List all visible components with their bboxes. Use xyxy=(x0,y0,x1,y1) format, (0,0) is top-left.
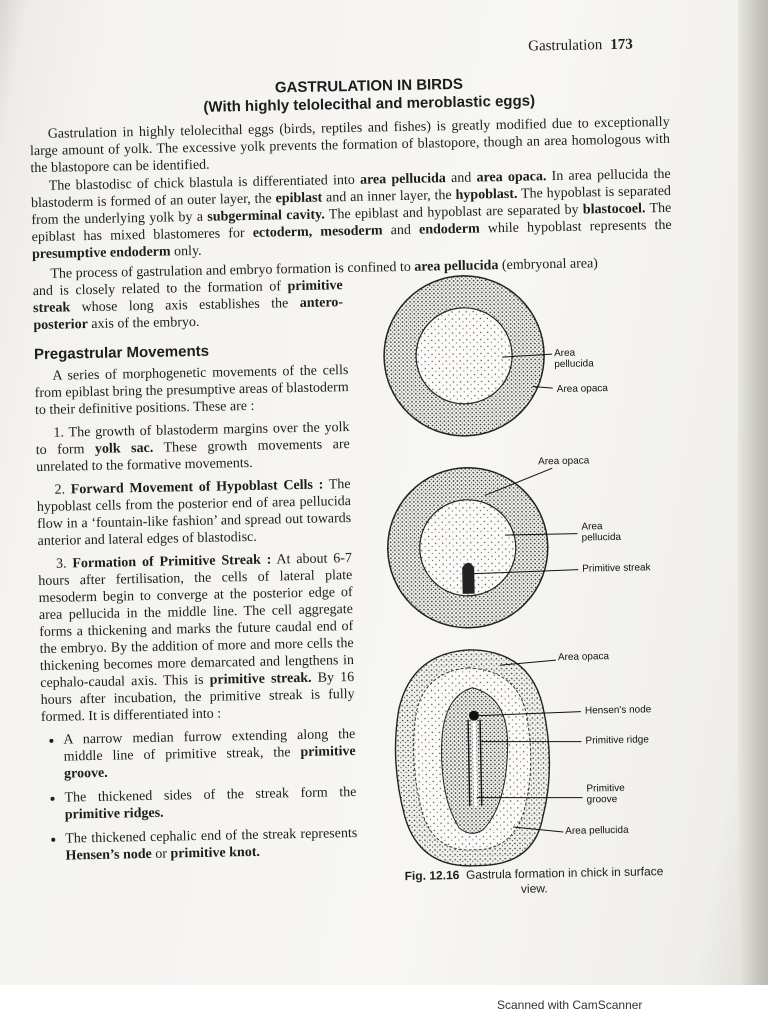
diagram-3 xyxy=(394,648,584,868)
label-area-pellucida-2: Area pellucida xyxy=(581,521,622,544)
section-intro: A series of morphogenetic movements of the cells from epiblast bring the presumptive areas of blastoderm to their definitive positions. These are : xyxy=(34,363,349,419)
intro-paragraph: Gastrulation in highly telolecithal eggs (birds, reptiles and fishes) is greatly modified due to exceptionally large amount of yolk. The excessive yolk prevents the formation of blastopore, though an area homologous with the blastopore can be identified. xyxy=(29,114,671,177)
process-paragraph-continued: and is closely related to the formation of primitive streak whose long axis establishes the antero-posterior axis of the embryo. xyxy=(32,278,344,334)
label-hensens-node: Hensen's node xyxy=(584,704,652,717)
page-edge xyxy=(738,0,768,985)
label-primitive-streak: Primitive streak xyxy=(582,562,651,575)
page-content xyxy=(28,34,684,906)
movement-item-3: 3. Formation of Primitive Streak : At about 6-7 hours after fertilisation, the cells of lateral plate mesoderm begin to converge at the posterior edge of area pellucida in the middle line. The cell aggregate forms a thickening and marks the future caudal end of the embryo. By the addition of more and more cells the thickening becomes more demarcated and lengthens in cephalo-caudal axis. This is primitive streak. By 16 hours after incubation, the primitive streak is fully formed. It is differentiated into : xyxy=(38,551,355,726)
label-area-pellucida-1: Area pellucida xyxy=(553,347,594,371)
list-item: • The thickened cephalic end of the streak represents Hensen’s node or primitive knot. xyxy=(65,825,358,865)
chapter-title: GASTRULATION IN BIRDS xyxy=(274,75,464,97)
page-number: 173 xyxy=(610,36,633,53)
label-area-opaca-3: Area opaca xyxy=(557,651,610,664)
chapter-subtitle: (With highly telolecithal and meroblastic eggs) xyxy=(203,92,536,116)
list-item: • A narrow median furrow extending along the middle line of primitive streak, the primitive groove. xyxy=(63,726,356,783)
process-paragraph: The process of gastrulation and embryo formation is confined to area pellucida (embryonal area) xyxy=(50,256,599,282)
figure-caption xyxy=(394,864,675,899)
figure-number: Fig. 12.16 xyxy=(404,868,460,884)
label-primitive-ridge: Primitive ridge xyxy=(585,734,649,747)
diagram-2 xyxy=(386,466,579,630)
label-area-opaca-1: Area opaca xyxy=(556,383,609,396)
section-heading: Pregastrular Movements xyxy=(33,342,210,364)
list-item: • The thickened sides of the streak form the primitive ridges. xyxy=(64,784,357,824)
figure-12-16 xyxy=(372,264,684,910)
streak-parts-list xyxy=(41,726,357,865)
scanner-watermark: Scanned with CamScanner xyxy=(497,998,643,1012)
label-area-opaca-2: Area opaca xyxy=(538,455,590,468)
running-title: Gastrulation xyxy=(528,37,603,55)
label-area-pellucida-3: Area pellucida xyxy=(565,824,629,837)
label-primitive-groove: Primitive groove xyxy=(586,782,625,806)
movement-item-2: 2. Forward Movement of Hypoblast Cells : The hypoblast cells from the posterior end of area pellucida flow in a ‘fountain-like fashion’ and spread out towards anterior and lateral edges of blastodisc. xyxy=(36,477,352,550)
figure-caption-text: Gastrula formation in chick in surface view. xyxy=(465,864,664,896)
movement-item-1: 1. The growth of blastoderm margins over the yolk to form yolk sac. These growth movements are unrelated to the formative movements. xyxy=(35,420,350,476)
blastodisc-paragraph: The blastodisc of chick blastula is differentiated into area pellucida and area opaca. In area pellucida the blastoderm is formed of an outer layer, the epiblast and an inner layer, the hypoblast. The hypoblast is separated from the underlying yolk by a subgerminal cavity. The epiblast and hypoblast are separated by blastocoel. The epiblast has mixed blastomeres for ectoderm, mesoderm and endoderm while hypoblast represents the presumptive endoderm only. xyxy=(30,166,672,263)
left-column xyxy=(34,362,358,872)
diagram-1 xyxy=(383,274,554,437)
running-head xyxy=(528,37,633,56)
